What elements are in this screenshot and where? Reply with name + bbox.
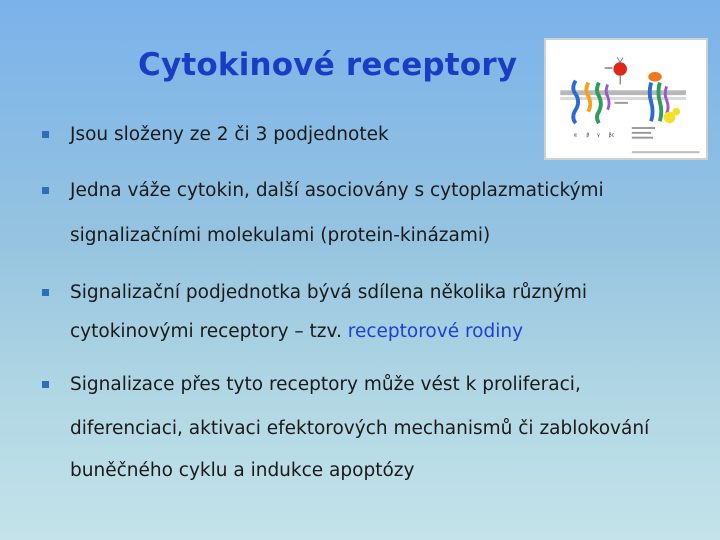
- svg-text:βc: βc: [608, 133, 615, 139]
- bullet-marker: [42, 131, 49, 138]
- bullet-4-line-1: Signalizace přes tyto receptory může vést k proliferaci,: [70, 374, 581, 395]
- bullet-1-line-1: Jsou složeny ze 2 či 3 podjednotek: [70, 124, 389, 145]
- bullet-2-line-1: Jedna váže cytokin, další asociovány s cytoplazmatickými: [70, 180, 604, 201]
- bullet-3-line-2-text: cytokinovými receptory – tzv.: [70, 321, 348, 342]
- slide-title: Cytokinové receptory: [138, 47, 518, 83]
- svg-text:γ: γ: [596, 133, 600, 139]
- bullet-3-line-2: [70, 321, 523, 342]
- receptor-families-highlight: receptorové rodiny: [347, 321, 524, 342]
- bullet-2-line-2: signalizačními molekulami (protein-kinázami): [70, 225, 491, 246]
- bullet-marker: [42, 289, 49, 296]
- bullet-4-line-2: diferenciaci, aktivaci efektorových mechanismů či zablokování: [70, 418, 650, 439]
- receptor-diagram-image: [544, 38, 708, 160]
- svg-text:α: α: [573, 133, 577, 139]
- bullet-3-line-1: Signalizační podjednotka bývá sdílena několika různými: [70, 282, 587, 303]
- svg-text:β: β: [586, 133, 590, 139]
- bullet-4-line-3: buněčného cyklu a indukce apoptózy: [70, 460, 415, 481]
- bullet-marker: [42, 187, 49, 194]
- bullet-marker: [42, 381, 49, 388]
